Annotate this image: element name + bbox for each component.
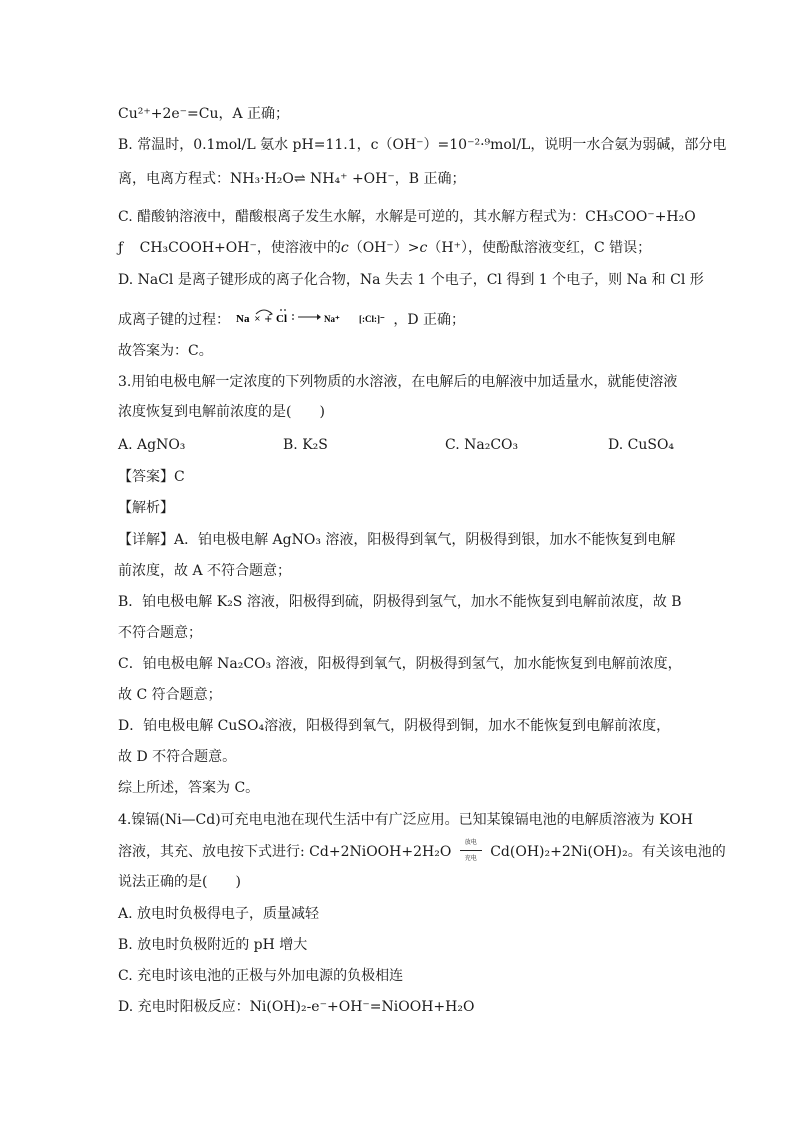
text-line: 前浓度，故 A 不符合题意； (118, 563, 292, 579)
reversible-arrow (458, 839, 484, 862)
analysis-label: 【解析】 (118, 500, 174, 516)
text-line: 故 C 符合题意； (118, 687, 222, 703)
option-b: B. K₂S (283, 437, 328, 453)
text-span: +OH⁻，B 正确； (351, 171, 466, 187)
option-b: B. 放电时负极附近的 pH 增大 (118, 937, 308, 953)
ionic-bond-formation-diagram (234, 306, 354, 328)
arrow-bar (460, 850, 482, 851)
electron-dot (285, 309, 287, 311)
answer-label: 【答案】C (118, 469, 185, 485)
chloride-ion: [:Cl:]⁻ (358, 314, 385, 324)
text-line: Cu²⁺+2e⁻=Cu，A 正确； (118, 106, 290, 122)
text-line: B．铂电极电解 K₂S 溶液，阳极得到硫，阴极得到氢气，加水不能恢复到电解前浓度，故 B (118, 594, 682, 610)
option-d: D. 充电时阳极反应：Ni(OH)₂-e⁻+OH⁻=NiOOH+H₂O (118, 999, 475, 1015)
option-a: A. 放电时负极得电子，质量减轻 (118, 906, 320, 922)
text-span: CH₃COOH+OH⁻，使溶液中的 (139, 240, 341, 256)
text-span: c (340, 240, 349, 256)
reaction-arrowhead (317, 314, 321, 320)
text-span: ，D 正确； (393, 312, 466, 328)
text-line: 【详解】A．铂电极电解 AgNO₃ 溶液，阳极得到氧气，阴极得到银，加水不能恢复到电解 (118, 532, 676, 548)
text-line: 不符合题意； (118, 625, 202, 641)
text-span: （OH⁻）> (348, 240, 420, 256)
text-line: C. 醋酸钠溶液中，醋酸根离子发生水解，水解是可逆的，其水解方程式为：CH₃COO⁻+H₂O (118, 209, 696, 225)
question-3-stem: 3.用铂电极电解一定浓度的下列物质的水溶液，在电解后的电解液中加适量水，就能使溶液 (118, 374, 678, 390)
text-span: （H⁺），使酚酞溶液变红，C 错误； (427, 240, 652, 256)
text-span: 离，电离方程式：NH₃·H₂O⇌ (118, 171, 306, 187)
option-c: C. Na₂CO₃ (445, 437, 519, 453)
text-line: B. 常温时，0.1mol/L 氨水 pH=11.1，c（OH⁻）=10⁻²·⁹mol/L，说明一水合氨为弱碱，部分电 (118, 137, 727, 153)
sodium-symbol: Na (236, 313, 250, 325)
text-line: C．铂电极电解 Na₂CO₃ 溶液，阳极得到氧气，阴极得到氢气，加水能恢复到电解前浓度， (118, 656, 682, 672)
arrow-label-bottom: 充电 (464, 855, 477, 862)
text-line: 综上所述，答案为 C。 (118, 780, 260, 796)
chloride-ion-diagram (359, 306, 389, 328)
plus-sign: + (264, 314, 273, 325)
question-4-stem: 4.镍镉(Ni—Cd)可充电电池在现代生活中有广泛应用。已知某镍镉电池的电解质溶液为 KOH (118, 812, 693, 828)
electron-dot (293, 314, 295, 316)
electron-dot: × (254, 314, 262, 323)
sodium-ion: Na⁺ (324, 314, 341, 324)
chlorine-symbol: Cl (276, 313, 288, 325)
text-span: Cd(OH)₂+2Ni(OH)₂。有关该电池的 (490, 844, 726, 860)
text-line: 故答案为：C。 (118, 343, 213, 359)
text-line: 故 D 不符合题意。 (118, 749, 237, 765)
option-c: C. 充电时该电池的正极与外加电源的负极相连 (118, 968, 404, 984)
text-line: D. NaCl 是离子键形成的离子化合物，Na 失去 1 个电子，Cl 得到 1 个电子，则 Na 和 Cl 形 (118, 272, 704, 288)
text-span: c (419, 240, 428, 256)
text-span: 溶液，其充、放电按下式进行: Cd+2NiOOH+2H₂O (118, 844, 452, 860)
question-4-stem: 说法正确的是( ) (118, 874, 241, 890)
equilibrium-symbol: ƒ (118, 240, 124, 256)
text-line (118, 238, 734, 258)
question-4-stem (118, 839, 734, 862)
option-a: A. AgNO₃ (118, 437, 186, 453)
text-line (118, 306, 734, 330)
arrow-label-top: 放电 (464, 839, 477, 846)
ammonium-ion: NH₄⁺ (310, 171, 348, 187)
text-line: D．铂电极电解 CuSO₄溶液，阳极得到氧气，阴极得到铜，加水不能恢复到电解前浓度， (118, 718, 671, 734)
text-line (118, 169, 734, 189)
question-3-stem: 浓度恢复到电解前浓度的是( ) (118, 404, 325, 420)
electron-dot (293, 318, 295, 320)
electron-dot (281, 309, 283, 311)
text-span: 成离子键的过程： (118, 312, 230, 328)
option-d: D. CuSO₄ (608, 437, 675, 453)
